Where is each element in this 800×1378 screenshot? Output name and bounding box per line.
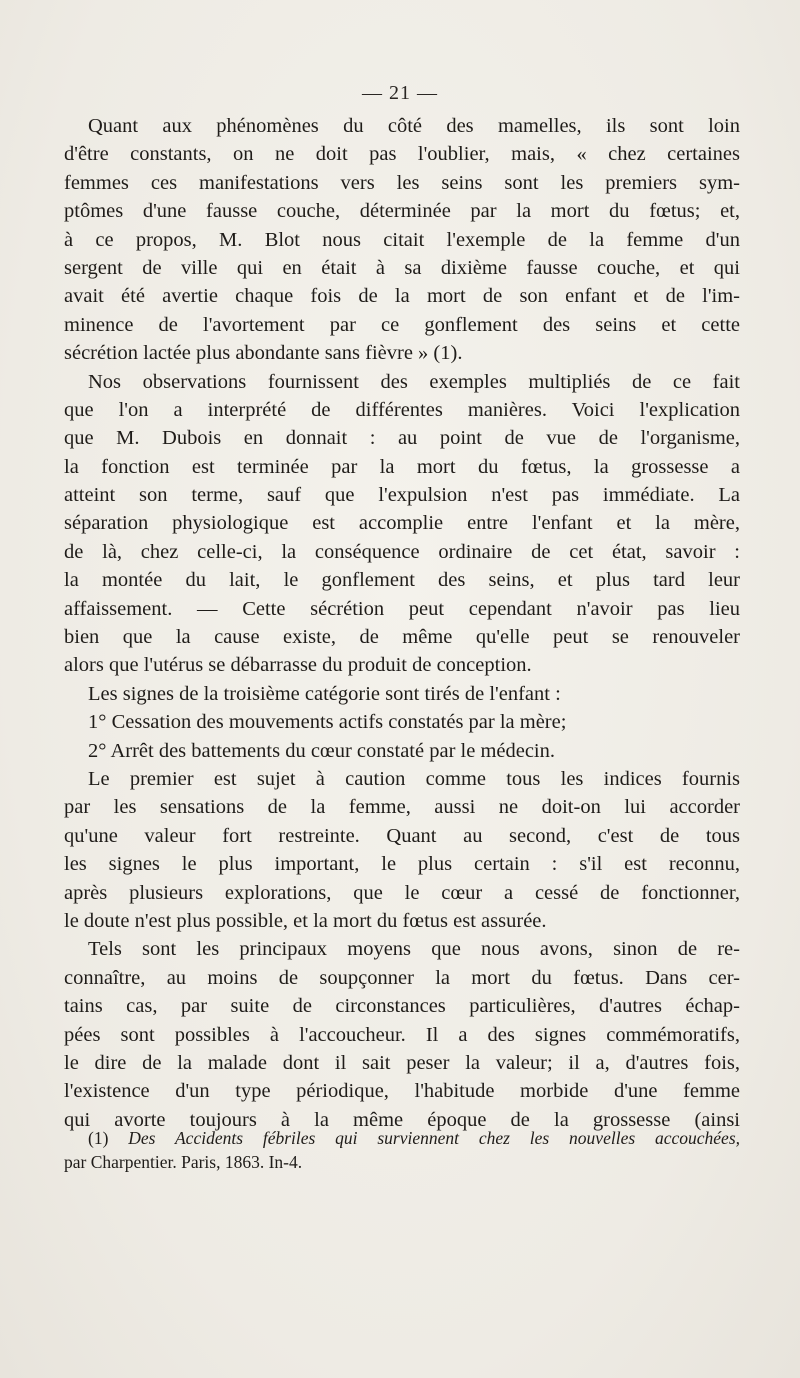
text-line: d'être constants, on ne doit pas l'oublier, mais, « chez certaines bbox=[64, 143, 740, 166]
text-line: avait été avertie chaque fois de la mort de son enfant et de l'im- bbox=[64, 285, 740, 308]
text-line: à ce propos, M. Blot nous citait l'exemple de la femme d'un bbox=[64, 228, 740, 251]
text-line: que l'on a interprété de différentes manières. Voici l'explication bbox=[64, 398, 740, 421]
page-number: — 21 — bbox=[362, 82, 438, 104]
text-line: Tels sont les principaux moyens que nous avons, sinon de re- bbox=[88, 938, 740, 961]
footnote-title: Des Accidents fébriles qui surviennent chez les nouvelles accouchées, bbox=[128, 1128, 740, 1148]
text-line: séparation physiologique est accomplie entre l'enfant et la mère, bbox=[64, 512, 740, 535]
text-line: sergent de ville qui en était à sa dixième fausse couche, et qui bbox=[64, 256, 740, 279]
text-line: sécrétion lactée plus abondante sans fièvre » (1). bbox=[64, 342, 463, 365]
footnote-line bbox=[64, 1126, 740, 1150]
text-line: Les signes de la troisième catégorie sont tirés de l'enfant : bbox=[88, 682, 561, 705]
text-line: par les sensations de la femme, aussi ne doit-on lui accorder bbox=[64, 796, 740, 819]
text-line: 1° Cessation des mouvements actifs constatés par la mère; bbox=[88, 711, 567, 734]
text-line: Quant aux phénomènes du côté des mamelles, ils sont loin bbox=[88, 115, 740, 137]
text-line: le doute n'est plus possible, et la mort du fœtus est assurée. bbox=[64, 909, 547, 932]
text-line: bien que la cause existe, de même qu'elle peut se renouveler bbox=[64, 626, 740, 649]
text-line: connaître, au moins de soupçonner la mort du fœtus. Dans cer- bbox=[64, 966, 740, 989]
text-line: minence de l'avortement par ce gonflement des seins et cette bbox=[64, 313, 740, 336]
text-line: ptômes d'une fausse couche, déterminée par la mort du fœtus; et, bbox=[64, 200, 740, 223]
footnote bbox=[64, 1126, 740, 1174]
text-line: pées sont possibles à l'accoucheur. Il a des signes commémoratifs, bbox=[64, 1023, 740, 1046]
text-line: alors que l'utérus se débarrasse du produit de conception. bbox=[64, 654, 532, 677]
text-line: de là, chez celle-ci, la conséquence ordinaire de cet état, savoir : bbox=[64, 540, 740, 563]
text-line: femmes ces manifestations vers les seins sont les premiers sym- bbox=[64, 171, 740, 194]
text-line: qui avorte toujours à la même époque de la grossesse (ainsi bbox=[64, 1108, 740, 1131]
text-line: que M. Dubois en donnait : au point de vue de l'organisme, bbox=[64, 427, 740, 450]
text-line: qu'une valeur fort restreinte. Quant au second, c'est de tous bbox=[64, 824, 740, 847]
footnote-line: par Charpentier. Paris, 1863. In-4. bbox=[64, 1152, 303, 1172]
text-line: la fonction est terminée par la mort du fœtus, la grossesse a bbox=[64, 455, 740, 478]
text-line: la montée du lait, le gonflement des seins, et plus tard leur bbox=[64, 569, 740, 592]
footnote-marker: (1) bbox=[88, 1128, 109, 1148]
text-line: les signes le plus important, le plus certain : s'il est reconnu, bbox=[64, 853, 740, 876]
text-line: l'existence d'un type périodique, l'habitude morbide d'une femme bbox=[64, 1080, 740, 1103]
text-line: le dire de la malade dont il sait peser la valeur; il a, d'autres fois, bbox=[64, 1051, 740, 1074]
text-line: tains cas, par suite de circonstances particulières, d'autres échap- bbox=[64, 995, 740, 1018]
text-line: affaissement. — Cette sécrétion peut cependant n'avoir pas lieu bbox=[64, 597, 740, 620]
text-line: 2° Arrêt des battements du cœur constaté par le médecin. bbox=[88, 739, 556, 762]
body-text bbox=[64, 112, 740, 1134]
text-line: Nos observations fournissent des exemples multipliés de ce fait bbox=[88, 370, 740, 393]
text-line: après plusieurs explorations, que le cœur a cessé de fonctionner, bbox=[64, 881, 740, 904]
text-line: atteint son terme, sauf que l'expulsion n'est pas immédiate. La bbox=[64, 484, 740, 507]
text-line: Le premier est sujet à caution comme tous les indices fournis bbox=[88, 767, 740, 790]
